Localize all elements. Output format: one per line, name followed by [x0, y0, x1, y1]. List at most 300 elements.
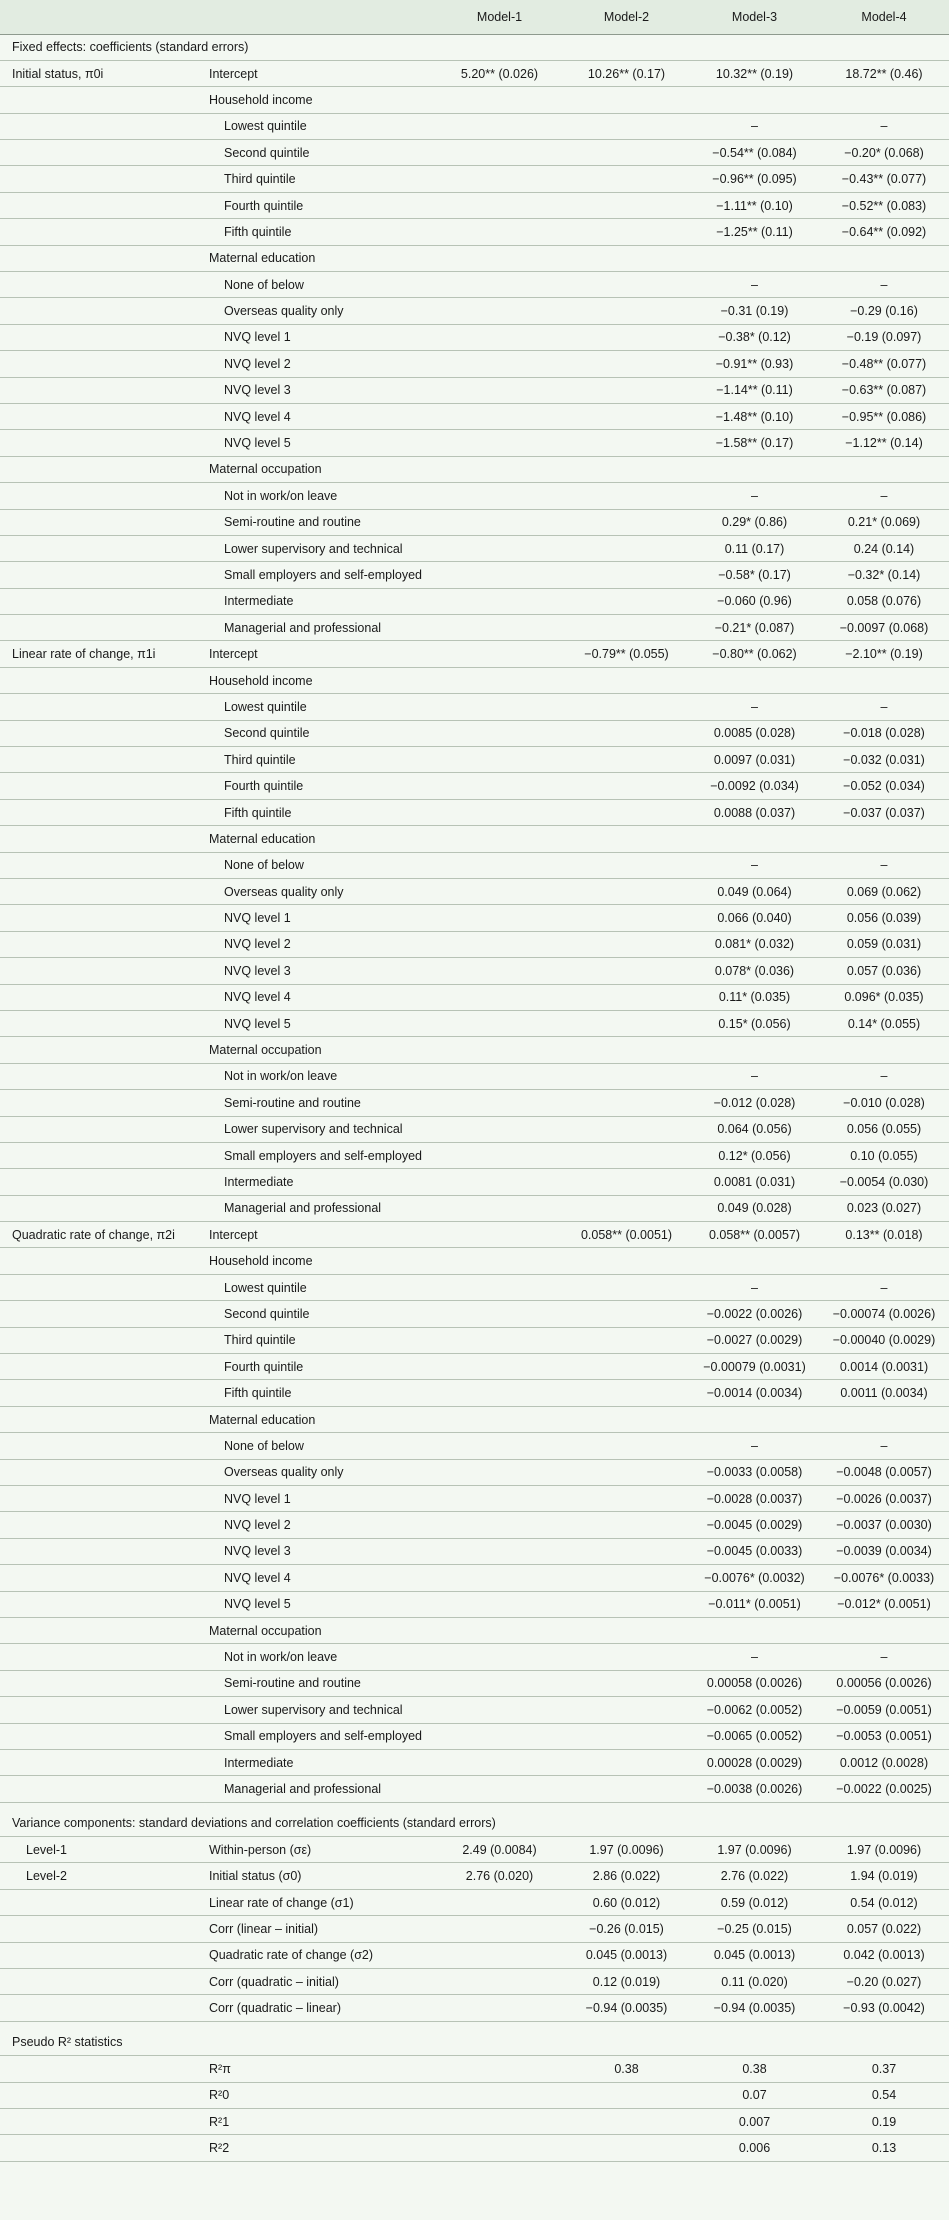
model-4-value: −0.0054 (0.030): [839, 1174, 929, 1189]
header-model-2: Model-2: [563, 0, 690, 34]
model-2-value: [563, 1591, 690, 1617]
table-row: [0, 2135, 949, 2161]
row-label: Not in work/on leave: [224, 1650, 338, 1665]
model-4-value: 0.042 (0.0013): [843, 1948, 925, 1963]
model-2-value: [563, 298, 690, 324]
model-1-value: [436, 166, 563, 192]
model-2-value: [563, 1670, 690, 1696]
model-3-value: −0.0062 (0.0052): [706, 1702, 803, 1717]
model-1-value: [436, 1116, 563, 1142]
row-group-label: [0, 377, 201, 403]
row-label: Lowest quintile: [224, 119, 307, 134]
model-2-value: [563, 984, 690, 1010]
table-row: [0, 879, 949, 905]
model-2-value: [563, 667, 690, 693]
model-4-value: −0.0097 (0.068): [839, 620, 929, 635]
model-1-value: [436, 1354, 563, 1380]
model-2-value: [563, 1142, 690, 1168]
table-row: [0, 562, 949, 588]
row-label: Intercept: [209, 1227, 258, 1242]
row-group-label: [0, 958, 201, 984]
row-group-label: [0, 826, 201, 852]
model-4-value: −0.52** (0.083): [841, 198, 927, 213]
row-label: NVQ level 2: [224, 1518, 291, 1533]
model-1-value: [436, 245, 563, 271]
model-2-value: [563, 1459, 690, 1485]
row-group-label: [0, 984, 201, 1010]
model-3-value: 0.59 (0.012): [720, 1895, 789, 1910]
model-1-value: [436, 694, 563, 720]
row-label: NVQ level 5: [224, 436, 291, 451]
table-row: [0, 1380, 949, 1406]
model-1-value: [436, 958, 563, 984]
model-4-value: 0.21* (0.069): [847, 515, 921, 530]
model-4-value: −0.63** (0.087): [841, 383, 927, 398]
model-2-value: [563, 1723, 690, 1749]
variance-section-title: Variance components: standard deviations and correlation coefficients (standard errors): [12, 1816, 496, 1831]
model-2-value: [563, 1538, 690, 1564]
row-label: Overseas quality only: [224, 1465, 344, 1480]
model-1-value: [436, 1406, 563, 1432]
table-row: [0, 588, 949, 614]
row-group-label: [0, 324, 201, 350]
model-1-value: [436, 483, 563, 509]
model-3-value: –: [751, 488, 758, 503]
pseudo-r2-section-title: Pseudo R² statistics: [12, 2035, 123, 2050]
model-1-value: [436, 298, 563, 324]
table-row: [0, 192, 949, 218]
model-4-value: −0.012* (0.0051): [837, 1597, 931, 1612]
model-4-value: 0.13** (0.018): [845, 1227, 923, 1242]
table-row: [0, 1565, 949, 1591]
model-3-value: 0.15* (0.056): [718, 1016, 791, 1031]
model-4-value: −0.20* (0.068): [844, 145, 924, 160]
model-3-value: 0.12* (0.056): [718, 1148, 791, 1163]
model-3-value: 0.11 (0.020): [721, 1974, 788, 1989]
model-3-value: −0.00079 (0.0031): [703, 1359, 806, 1374]
model-1-value: [436, 1591, 563, 1617]
model-2-value: [563, 1565, 690, 1591]
model-4-value: 0.13: [871, 2141, 897, 2156]
model-1-value: [436, 1433, 563, 1459]
row-group-label: [0, 2135, 201, 2161]
model-2-value: [563, 588, 690, 614]
model-2-value: 0.045 (0.0013): [585, 1948, 668, 1963]
row-label: R²1: [209, 2114, 230, 2129]
model-3-value: −0.012 (0.028): [713, 1095, 796, 1110]
model-3-value: –: [751, 1280, 758, 1295]
model-4-value: [819, 456, 949, 482]
row-label: Household income: [209, 673, 313, 688]
row-label: Maternal education: [209, 251, 316, 266]
row-label: Household income: [209, 1254, 313, 1269]
model-3-value: –: [751, 699, 758, 714]
model-3-value: 0.058** (0.0057): [708, 1227, 801, 1242]
model-1-value: [436, 1723, 563, 1749]
model-2-value: [563, 1697, 690, 1723]
model-1-value: [436, 1565, 563, 1591]
row-group-label: Initial status, π0i: [12, 66, 104, 81]
model-1-value: [436, 2082, 563, 2108]
row-label: Maternal education: [209, 831, 316, 846]
model-1-value: [436, 1063, 563, 1089]
row-group-label: [0, 1169, 201, 1195]
table-row: [0, 1538, 949, 1564]
table-row: [0, 351, 949, 377]
row-group-label: [0, 430, 201, 456]
row-group-label: [0, 298, 201, 324]
model-1-value: [436, 931, 563, 957]
model-1-value: [436, 641, 563, 667]
table-row: [0, 1617, 949, 1643]
fixed-effects-section: [0, 34, 949, 60]
model-4-value: 0.056 (0.039): [846, 911, 922, 926]
model-4-value: 0.056 (0.055): [846, 1122, 922, 1137]
row-group-label: [0, 588, 201, 614]
table-row: [0, 1406, 949, 1432]
model-1-value: [436, 852, 563, 878]
model-1-value: [436, 1889, 563, 1915]
model-1-value: 2.76 (0.020): [465, 1869, 534, 1884]
model-1-value: [436, 799, 563, 825]
model-4-value: −2.10** (0.19): [845, 647, 923, 662]
row-group-label: [0, 667, 201, 693]
model-1-value: [436, 1010, 563, 1036]
table-row: [0, 1354, 949, 1380]
row-group-label: [0, 1723, 201, 1749]
model-3-value: 0.38: [742, 2061, 767, 2076]
model-3-value: 0.045 (0.0013): [713, 1948, 796, 1963]
model-1-value: [436, 1942, 563, 1968]
model-1-value: [436, 1169, 563, 1195]
model-1-value: [436, 2108, 563, 2134]
model-3-value: −0.0033 (0.0058): [706, 1465, 803, 1480]
model-4-value: −0.19 (0.097): [846, 330, 922, 345]
row-group-label: [0, 192, 201, 218]
model-4-value: −0.0022 (0.0025): [836, 1781, 932, 1796]
row-group-label: [0, 694, 201, 720]
table-row: [0, 456, 949, 482]
model-3-value: 0.081* (0.032): [714, 937, 795, 952]
row-group-label: [0, 879, 201, 905]
row-label: R²π: [209, 2061, 231, 2076]
table-row: [0, 720, 949, 746]
model-1-value: 5.20** (0.026): [460, 66, 539, 81]
model-3-value: –: [751, 119, 758, 134]
row-group-label: [0, 351, 201, 377]
model-1-value: [436, 1916, 563, 1942]
model-2-value: [563, 826, 690, 852]
model-4-value: –: [880, 1438, 888, 1453]
model-4-value: 0.0011 (0.0034): [840, 1386, 928, 1401]
model-3-value: −0.0028 (0.0037): [706, 1491, 803, 1506]
model-3-value: 0.07: [742, 2088, 767, 2103]
model-2-value: [563, 245, 690, 271]
model-2-value: [563, 747, 690, 773]
model-1-value: [436, 879, 563, 905]
model-4-value: −0.010 (0.028): [843, 1095, 925, 1110]
model-4-value: −0.0039 (0.0034): [836, 1544, 932, 1559]
model-1-value: [436, 113, 563, 139]
table-row: [0, 1327, 949, 1353]
model-1-value: [436, 1749, 563, 1775]
row-label: Second quintile: [224, 145, 310, 160]
model-2-value: [563, 1116, 690, 1142]
row-label: Second quintile: [224, 1306, 310, 1321]
model-3-value: [690, 245, 819, 271]
table-row: [0, 113, 949, 139]
model-2-value: [563, 483, 690, 509]
table-row: [0, 166, 949, 192]
row-label: Third quintile: [224, 752, 296, 767]
model-3-value: 0.066 (0.040): [717, 911, 792, 926]
row-group-label: [0, 1644, 201, 1670]
row-label: NVQ level 1: [224, 330, 291, 345]
model-1-value: [436, 615, 563, 641]
model-1-value: [436, 1037, 563, 1063]
model-3-value: 0.11* (0.035): [718, 990, 791, 1005]
model-1-value: [436, 1776, 563, 1802]
model-3-value: 0.0085 (0.028): [713, 726, 796, 741]
model-2-value: [563, 219, 690, 245]
model-4-value: −0.0026 (0.0037): [836, 1491, 932, 1506]
table-row: [0, 535, 949, 561]
row-label: Small employers and self-employed: [224, 1148, 423, 1163]
row-label: NVQ level 3: [224, 383, 291, 398]
row-group-label: [0, 1459, 201, 1485]
row-group-label: [0, 140, 201, 166]
table-row: [0, 1090, 949, 1116]
row-group-label: [0, 615, 201, 641]
row-group-label: [0, 1697, 201, 1723]
model-2-value: [563, 403, 690, 429]
table-row: [0, 1749, 949, 1775]
model-4-value: −0.32* (0.14): [847, 568, 921, 582]
row-label: Intercept: [209, 647, 258, 662]
table-row: [0, 1142, 949, 1168]
model-2-value: [563, 1327, 690, 1353]
model-3-value: −0.94 (0.0035): [713, 2001, 796, 2016]
model-3-value: −0.80** (0.062): [712, 647, 797, 662]
model-3-value: 0.29* (0.86): [721, 515, 788, 530]
model-3-value: [690, 1617, 819, 1643]
model-2-value: [563, 1010, 690, 1036]
row-group-label: [0, 403, 201, 429]
row-group-label: Level-2: [26, 1869, 67, 1884]
model-4-value: −0.00074 (0.0026): [832, 1306, 936, 1321]
row-label: R²0: [209, 2088, 230, 2103]
row-group-label: [0, 1274, 201, 1300]
model-2-value: 1.97 (0.0096): [589, 1842, 664, 1857]
row-label: None of below: [224, 1438, 304, 1453]
model-2-value: [563, 456, 690, 482]
model-2-value: 2.86 (0.022): [592, 1869, 661, 1884]
header-cell: [201, 0, 436, 34]
table-row: [0, 747, 949, 773]
row-group-label: [0, 1142, 201, 1168]
row-label: NVQ level 1: [224, 1491, 291, 1506]
model-3-value: −1.14** (0.11): [716, 383, 793, 398]
table-row: [0, 1776, 949, 1802]
model-2-value: 10.26** (0.17): [587, 66, 666, 81]
table-row: [0, 1723, 949, 1749]
model-3-value: 0.0088 (0.037): [713, 805, 796, 820]
row-group-label: [0, 1942, 201, 1968]
model-2-value: [563, 377, 690, 403]
model-2-value: [563, 1274, 690, 1300]
model-4-value: [819, 1406, 949, 1432]
model-4-value: −0.64** (0.092): [841, 224, 927, 239]
model-1-value: [436, 351, 563, 377]
row-label: Maternal occupation: [209, 1043, 322, 1058]
row-label: NVQ level 3: [224, 1544, 291, 1559]
model-3-value: −0.0027 (0.0029): [706, 1333, 803, 1348]
model-1-value: [436, 272, 563, 298]
model-3-value: 0.049 (0.064): [717, 884, 792, 899]
table-row: [0, 852, 949, 878]
row-label: Household income: [209, 92, 313, 107]
row-group-label: [0, 931, 201, 957]
table-row: [0, 1863, 949, 1889]
model-2-value: [563, 535, 690, 561]
table-row: [0, 324, 949, 350]
pseudo-r2-section: [0, 2029, 949, 2055]
model-3-value: 10.32** (0.19): [715, 66, 794, 81]
fixed-effects-section-title: Fixed effects: coefficients (standard errors): [12, 40, 249, 55]
model-4-value: 0.059 (0.031): [846, 937, 922, 952]
model-4-value: −0.95** (0.086): [841, 409, 927, 424]
model-4-value: −0.43** (0.077): [841, 172, 927, 187]
model-1-value: [436, 773, 563, 799]
row-group-label: [0, 773, 201, 799]
table-row: [0, 2056, 949, 2082]
row-group-label: [0, 1248, 201, 1274]
model-4-value: −0.0037 (0.0030): [836, 1518, 932, 1533]
row-label: Semi-routine and routine: [224, 1676, 361, 1691]
model-1-value: [436, 905, 563, 931]
model-4-value: −0.93 (0.0042): [843, 2001, 925, 2016]
section-gap: [0, 1802, 949, 1810]
table-row: [0, 641, 949, 667]
table-row: [0, 1916, 949, 1942]
model-1-value: [436, 1995, 563, 2021]
model-3-value: −0.54** (0.084): [712, 145, 797, 160]
model-1-value: [436, 826, 563, 852]
model-4-value: –: [880, 277, 888, 292]
model-3-value: –: [751, 858, 758, 873]
model-4-value: 0.058 (0.076): [846, 594, 922, 609]
row-label: None of below: [224, 858, 304, 873]
row-group-label: [0, 1538, 201, 1564]
table-row: [0, 931, 949, 957]
model-4-value: −0.0076* (0.0033): [833, 1570, 935, 1585]
row-group-label: [0, 1591, 201, 1617]
row-label: Not in work/on leave: [224, 1069, 338, 1084]
table-row: [0, 1063, 949, 1089]
model-2-value: [563, 1749, 690, 1775]
model-4-value: −0.29 (0.16): [850, 304, 918, 319]
model-1-value: [436, 1327, 563, 1353]
table-row: [0, 403, 949, 429]
table-row: [0, 694, 949, 720]
row-group-label: [0, 1565, 201, 1591]
row-group-label: [0, 1010, 201, 1036]
table-row: [0, 377, 949, 403]
model-2-value: −0.94 (0.0035): [585, 2001, 668, 2016]
model-1-value: [436, 1248, 563, 1274]
model-2-value: [563, 509, 690, 535]
table-row: [0, 245, 949, 271]
row-label: Corr (linear – initial): [209, 1921, 319, 1936]
row-label: Small employers and self-employed: [224, 568, 423, 582]
model-1-value: [436, 1512, 563, 1538]
model-1-value: [436, 192, 563, 218]
model-1-value: [436, 1485, 563, 1511]
table-row: [0, 1116, 949, 1142]
model-1-value: [436, 562, 563, 588]
model-1-value: [436, 1195, 563, 1221]
row-group-label: Level-1: [26, 1842, 67, 1857]
model-1-value: [436, 1538, 563, 1564]
model-4-value: 0.096* (0.035): [844, 990, 924, 1005]
row-group-label: [0, 509, 201, 535]
model-1-value: [436, 87, 563, 113]
row-group-label: [0, 1749, 201, 1775]
model-3-value: −0.25 (0.015): [717, 1921, 792, 1936]
model-1-value: [436, 2056, 563, 2082]
model-2-value: [563, 1248, 690, 1274]
row-group-label: [0, 852, 201, 878]
row-group-label: [0, 1916, 201, 1942]
row-label: NVQ level 3: [224, 963, 291, 978]
model-4-value: 0.069 (0.062): [846, 884, 922, 899]
model-4-value: 0.54 (0.012): [850, 1895, 918, 1910]
row-group-label: [0, 1406, 201, 1432]
model-4-value: −0.018 (0.028): [843, 726, 925, 741]
model-1-value: [436, 1969, 563, 1995]
model-4-value: −0.0059 (0.0051): [836, 1702, 932, 1717]
table-row: [0, 1969, 949, 1995]
row-group-label: [0, 1995, 201, 2021]
model-2-value: [563, 140, 690, 166]
model-4-value: 0.19: [871, 2114, 897, 2129]
model-2-value: [563, 192, 690, 218]
row-label: Maternal occupation: [209, 462, 322, 477]
model-1-value: [436, 720, 563, 746]
model-1-value: [436, 588, 563, 614]
row-label: R²2: [209, 2141, 230, 2156]
table-row: [0, 1195, 949, 1221]
model-2-value: [563, 879, 690, 905]
model-1-value: [436, 1697, 563, 1723]
table-row: [0, 958, 949, 984]
row-label: Fourth quintile: [224, 1359, 304, 1374]
row-group-label: [0, 562, 201, 588]
row-label: Quadratic rate of change (σ2): [209, 1948, 374, 1963]
table-row: [0, 272, 949, 298]
model-2-value: [563, 958, 690, 984]
model-2-value: [563, 615, 690, 641]
model-3-value: −1.25** (0.11): [716, 224, 793, 239]
model-2-value: [563, 1644, 690, 1670]
model-3-value: –: [751, 1438, 758, 1453]
row-label: Managerial and professional: [224, 1781, 382, 1796]
model-1-value: [436, 1274, 563, 1300]
row-label: Fifth quintile: [224, 805, 292, 820]
model-3-value: 0.006: [738, 2141, 771, 2156]
model-2-value: 0.12 (0.019): [592, 1974, 661, 1989]
row-label: Third quintile: [224, 172, 296, 187]
